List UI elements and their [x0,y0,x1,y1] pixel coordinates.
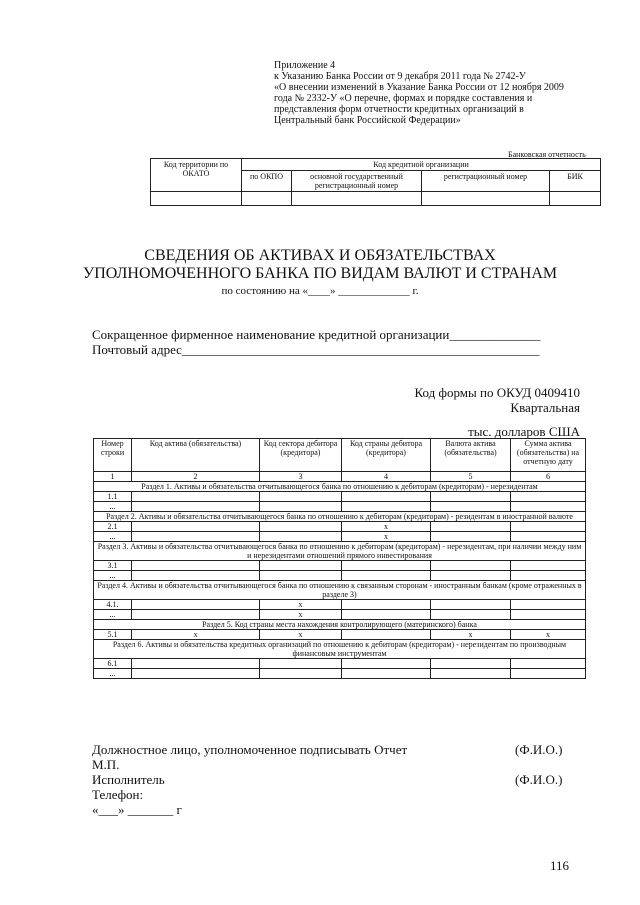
table-cell[interactable] [342,502,431,512]
table-cell[interactable] [132,659,260,669]
row-number: 1.1 [94,492,132,502]
row-number: 6.1 [94,659,132,669]
col-header-row-no: Номер строки [94,439,132,472]
table-cell[interactable] [132,610,260,620]
table-cell[interactable] [342,561,431,571]
col-number: 5 [431,472,511,482]
bik-cell[interactable] [550,192,601,206]
section-3-heading: Раздел 3. Активы и обязательства отчитывающегося банка по отношению к дебиторам (кредиторам) - нерезидентам, при наличии между ним и нерезидентами отношений прямого инвестирования [94,542,586,561]
col-header-asset-code: Код актива (обязательства) [132,439,260,472]
table-row [94,522,586,532]
appendix-line: к Указанию Банка России от 9 декабря 2011 года № 2742-У [274,71,526,82]
executor-fio-label: (Ф.И.О.) [515,772,563,787]
document-title [0,247,640,283]
table-cell[interactable] [260,522,342,532]
table-row [94,571,586,581]
bik-header: БИК [550,171,601,192]
form-code-label: Код формы по ОКУД 0409410 [414,385,580,400]
table-cell[interactable] [260,492,342,502]
table-row [94,600,586,610]
table-cell[interactable] [260,532,342,542]
col-header-currency: Валюта актива (обязательства) [431,439,511,472]
table-cell[interactable] [511,610,586,620]
phone-label: Телефон: [92,787,144,802]
table-cell[interactable] [511,659,586,669]
table-row [94,561,586,571]
main-reg-number-cell[interactable] [292,192,422,206]
table-cell[interactable] [431,571,511,581]
table-cell[interactable] [342,659,431,669]
postal-address-field: Почтовый адрес_______________________________________________________ [92,342,540,357]
row-number: 3.1 [94,561,132,571]
credit-org-code-header: Код кредитной организации [242,159,601,171]
table-cell[interactable] [431,532,511,542]
table-cell[interactable] [511,522,586,532]
table-cell[interactable] [431,522,511,532]
row-number: ... [94,571,132,581]
col-header-sum: Сумма актива (обязательства) на отчетную дату [511,439,586,472]
as-of-date-line: по состоянию на «____» _____________ г. [221,285,419,297]
section-6-heading: Раздел 6. Активы и обязательства кредитных организаций по отношению к дебиторам (кредиторам) - нерезидентам по производным финансовым инструментам [94,640,586,659]
appendix-line: представления форм отчетности кредитных организаций в [274,104,524,115]
col-header-country-code: Код страны дебитора (кредитора) [342,439,431,472]
row-number: ... [94,610,132,620]
table-cell[interactable] [511,502,586,512]
table-cell[interactable] [132,561,260,571]
table-cell[interactable] [260,561,342,571]
table-cell[interactable] [431,561,511,571]
units-label: тыс. долларов США [468,424,580,439]
table-row [94,659,586,669]
table-cell[interactable] [342,610,431,620]
table-cell[interactable] [511,492,586,502]
section-1-heading: Раздел 1. Активы и обязательства отчитывающегося банка по отношению к дебиторам (кредиторам) - нерезидентам [94,482,586,492]
appendix-line: «О внесении изменений в Указание Банка России от 12 ноября 2009 [274,82,564,93]
table-row [94,630,586,640]
table-cell[interactable] [342,571,431,581]
col-number: 4 [342,472,431,482]
section-4-heading: Раздел 4. Активы и обязательства отчитывающегося банка по отношению к связанным сторонам - иностранным банкам (кроме отраженных в разделе 3) [94,581,586,600]
table-row [94,669,586,679]
table-cell[interactable] [132,532,260,542]
table-cell[interactable] [132,502,260,512]
okpo-cell[interactable] [242,192,292,206]
table-cell[interactable] [431,600,511,610]
table-cell[interactable] [511,600,586,610]
col-number: 1 [94,472,132,482]
row-number: 4.1. [94,600,132,610]
page-number: 116 [550,858,570,873]
na-cell: x [431,630,511,640]
appendix-line: Приложение 4 [274,60,336,71]
table-cell[interactable] [511,571,586,581]
table-row [94,532,586,542]
table-cell[interactable] [260,571,342,581]
organization-code-table [150,158,601,206]
table-cell[interactable] [342,600,431,610]
table-cell[interactable] [260,502,342,512]
table-cell[interactable] [431,669,511,679]
col-number: 6 [511,472,586,482]
na-cell: x [260,610,342,620]
na-cell: x [511,630,586,640]
table-cell[interactable] [132,522,260,532]
table-cell[interactable] [511,532,586,542]
na-cell: x [260,630,342,640]
territory-code-header: Код территории по ОКАТО [151,159,242,192]
row-number: ... [94,669,132,679]
appendix-note [274,60,604,126]
table-cell[interactable] [342,630,431,640]
section-5-heading: Раздел 5. Код страны места нахождения контролирующего (материнского) банка [94,620,586,630]
table-row [94,502,586,512]
executor-label: Исполнитель [92,772,165,787]
na-cell: x [132,630,260,640]
official-fio-label: (Ф.И.О.) [515,742,563,757]
table-cell[interactable] [132,600,260,610]
signature-date: «___» _______ г [92,802,182,817]
table-cell[interactable] [511,669,586,679]
na-cell: x [260,600,342,610]
appendix-line: года № 2332-У «О перечне, формах и порядке составления и [274,93,533,104]
org-name-field: Сокращенное фирменное наименование кредитной организации______________ [92,327,541,342]
col-number: 3 [260,472,342,482]
table-cell[interactable] [132,669,260,679]
row-number: ... [94,502,132,512]
reporting-type-label: Банковская отчетность [508,150,586,159]
table-cell[interactable] [260,659,342,669]
table-cell[interactable] [431,659,511,669]
okpo-header: по ОКПО [242,171,292,192]
table-header-row [94,439,586,472]
table-cell[interactable] [342,492,431,502]
assets-liabilities-table [93,438,586,679]
table-cell[interactable] [342,669,431,679]
row-number: 5.1 [94,630,132,640]
row-number: ... [94,532,132,542]
table-cell[interactable] [431,502,511,512]
official-label: Должностное лицо, уполномоченное подписывать Отчет [92,742,408,757]
table-cell[interactable] [132,571,260,581]
title-line: СВЕДЕНИЯ ОБ АКТИВАХ И ОБЯЗАТЕЛЬСТВАХ [144,247,496,264]
table-cell[interactable] [431,610,511,620]
appendix-line: Центральный банк Российской Федерации» [274,115,461,126]
na-cell: x [342,522,431,532]
table-cell[interactable] [431,492,511,502]
stamp-label: М.П. [92,757,120,772]
main-reg-number-header: основной государственный регистрационный номер [292,171,422,192]
territory-code-cell[interactable] [151,192,242,206]
periodicity-label: Квартальная [510,400,580,415]
na-cell: x [342,532,431,542]
table-cell[interactable] [260,669,342,679]
table-cell[interactable] [132,492,260,502]
col-number: 2 [132,472,260,482]
table-cell[interactable] [511,561,586,571]
signature-block [92,742,407,817]
reg-number-cell[interactable] [422,192,550,206]
section-2-heading: Раздел 2. Активы и обязательства отчитывающегося банка по отношению к дебиторам (кредиторам) - резидентам в иностранной валюте [94,512,586,522]
table-row [94,492,586,502]
row-number: 2.1 [94,522,132,532]
table-row [94,610,586,620]
col-header-sector-code: Код сектора дебитора (кредитора) [260,439,342,472]
column-number-row [94,472,586,482]
reg-number-header: регистрационный номер [422,171,550,192]
title-line: УПОЛНОМОЧЕННОГО БАНКА ПО ВИДАМ ВАЛЮТ И СТРАНАМ [82,265,558,282]
